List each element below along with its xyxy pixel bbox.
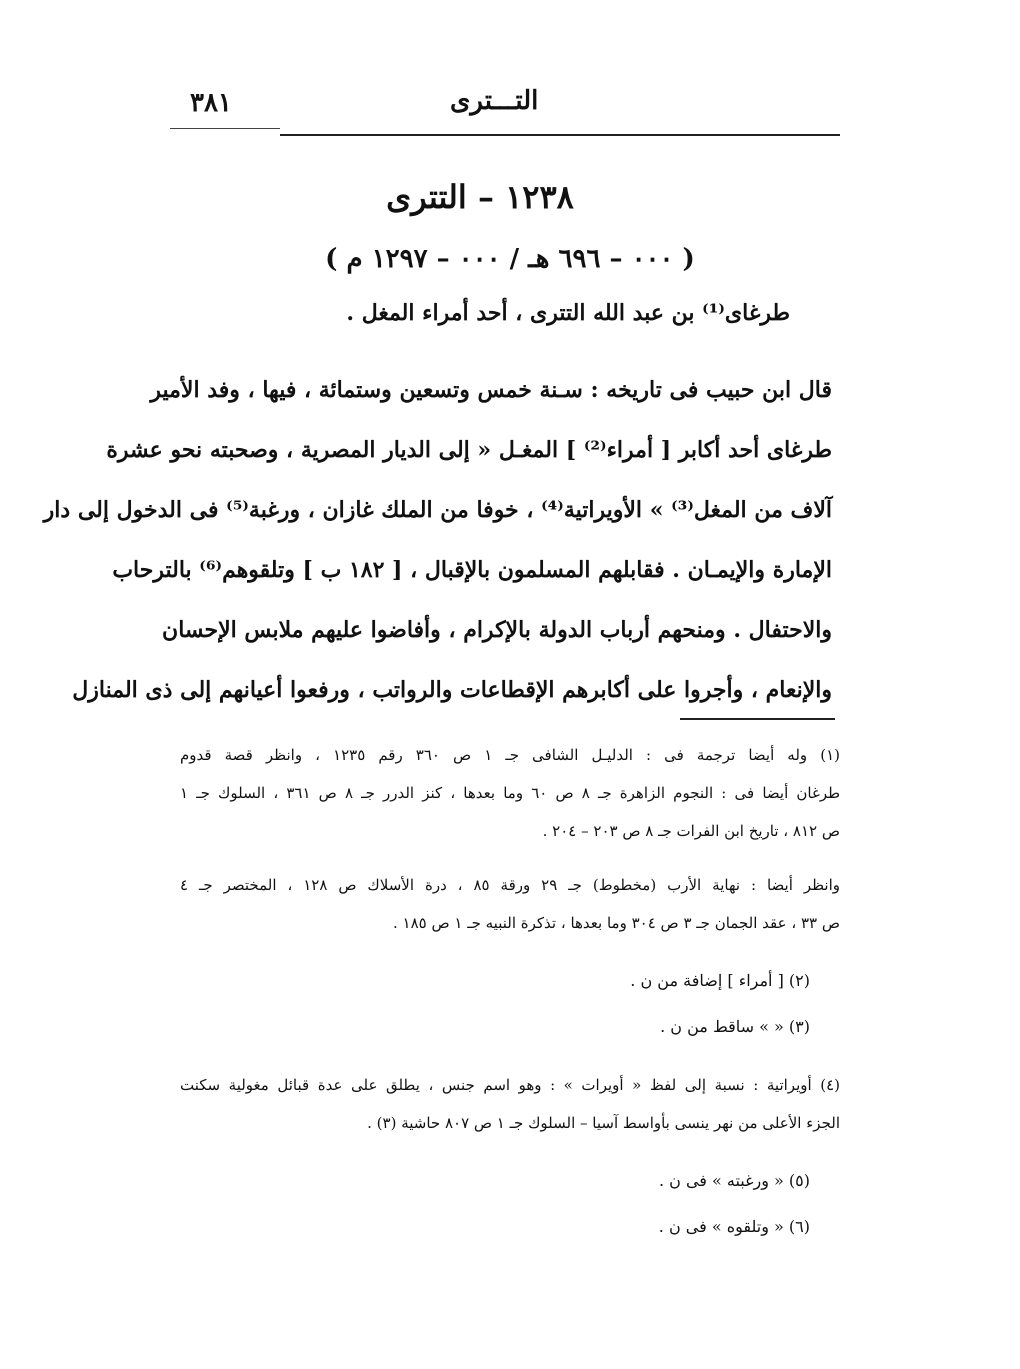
running-title: التـــترى [450, 86, 539, 116]
body-line: والاحتفال . ومنحهم أرباب الدولة بالإكرام ، وأفاضوا عليهم ملابس الإحسان [162, 617, 832, 643]
footnote-1b-line: ص ٣٣ ، عقد الجمان جـ ٣ ص ٣٠٤ وما بعدها ، تذكرة النبيه جـ ١ ص ١٨٥ . [392, 914, 840, 932]
entry-dates: ( ٠٠٠ – ٦٩٦ هـ / ٠٠٠ – ١٢٩٧ م ) [325, 244, 695, 274]
header-rule [280, 134, 840, 136]
footnote-2: (٢) [ أمراء ] إضافة من ن . [630, 971, 810, 990]
footnote-4-line: الجزء الأعلى من نهر ينسى بأواسط آسيا – السلوك جـ ١ ص ٨٠٧ حاشية (٣) . [367, 1114, 840, 1132]
body-line: طرغاى أحد أكابر [ أمراء⁽²⁾ ] المغـل « إلى الديار المصرية ، وصحبته نحو عشرة [106, 437, 832, 463]
page-number: ٣٨١ [190, 88, 232, 118]
footnote-6: (٦) « وتلقوه » فى ن . [658, 1217, 810, 1236]
body-line: والإنعام ، وأجروا على أكابرهم الإقطاعات والرواتب ، ورفعوا أعيانهم إلى ذى المنازل [72, 677, 832, 703]
footnote-1-line: ص ٨١٢ ، تاريخ ابن الفرات جـ ٨ ص ٢٠٣ – ٢٠٤ . [542, 822, 840, 840]
header-rule-left [170, 128, 280, 129]
footnotes [180, 736, 840, 1250]
footnote-1-line: طرغان أيضا فى : النجوم الزاهرة جـ ٨ ص ٦٠ وما بعدها ، كنز الدرر جـ ٨ ص ٣٦١ ، السلوك جـ ١ [180, 784, 841, 802]
footnote-4-line: (٤) أويراتية : نسبة إلى لفظ « أويرات » : وهو اسم جنس ، يطلق على عدة قبائل مغولية سكنت [180, 1076, 840, 1094]
footnote-5: (٥) « ورغبته » فى ن . [658, 1171, 810, 1190]
body-text [43, 360, 832, 720]
body-line: آلاف من المغل⁽³⁾ » الأويراتية⁽⁴⁾ ، خوفا من الملك غازان ، ورغبة⁽⁵⁾ فى الدخول إلى دار [43, 497, 832, 523]
body-line: قال ابن حبيب فى تاريخه : سـنة خمس وتسعين وستمائة ، فيها ، وفد الأمير [150, 377, 832, 403]
footnote-1-line: (١) وله أيضا ترجمة فى : الدليـل الشافى جـ ١ ص ٣٦٠ رقم ١٢٣٥ ، وانظر قصة قدوم [180, 746, 840, 764]
footnote-3: (٣) « » ساقط من ن . [660, 1017, 810, 1036]
footnote-rule [680, 718, 835, 720]
footnote-1b-line: وانظر أيضا : نهاية الأرب (مخطوط) جـ ٢٩ ورقة ٨٥ ، درة الأسلاك ص ١٢٨ ، المختصر جـ ٤ [180, 876, 840, 894]
entry-title: ١٢٣٨ – التترى [386, 178, 574, 216]
running-header [170, 84, 840, 128]
body-line: الإمارة والإيمـان . فقابلهم المسلمون بالإقبال ، [ ١٨٢ ب ] وتلقوهم⁽⁶⁾ بالترحاب [112, 557, 832, 583]
entry-intro: طرغاى⁽¹⁾ بن عبد الله التترى ، أحد أمراء المغل . [346, 300, 790, 326]
